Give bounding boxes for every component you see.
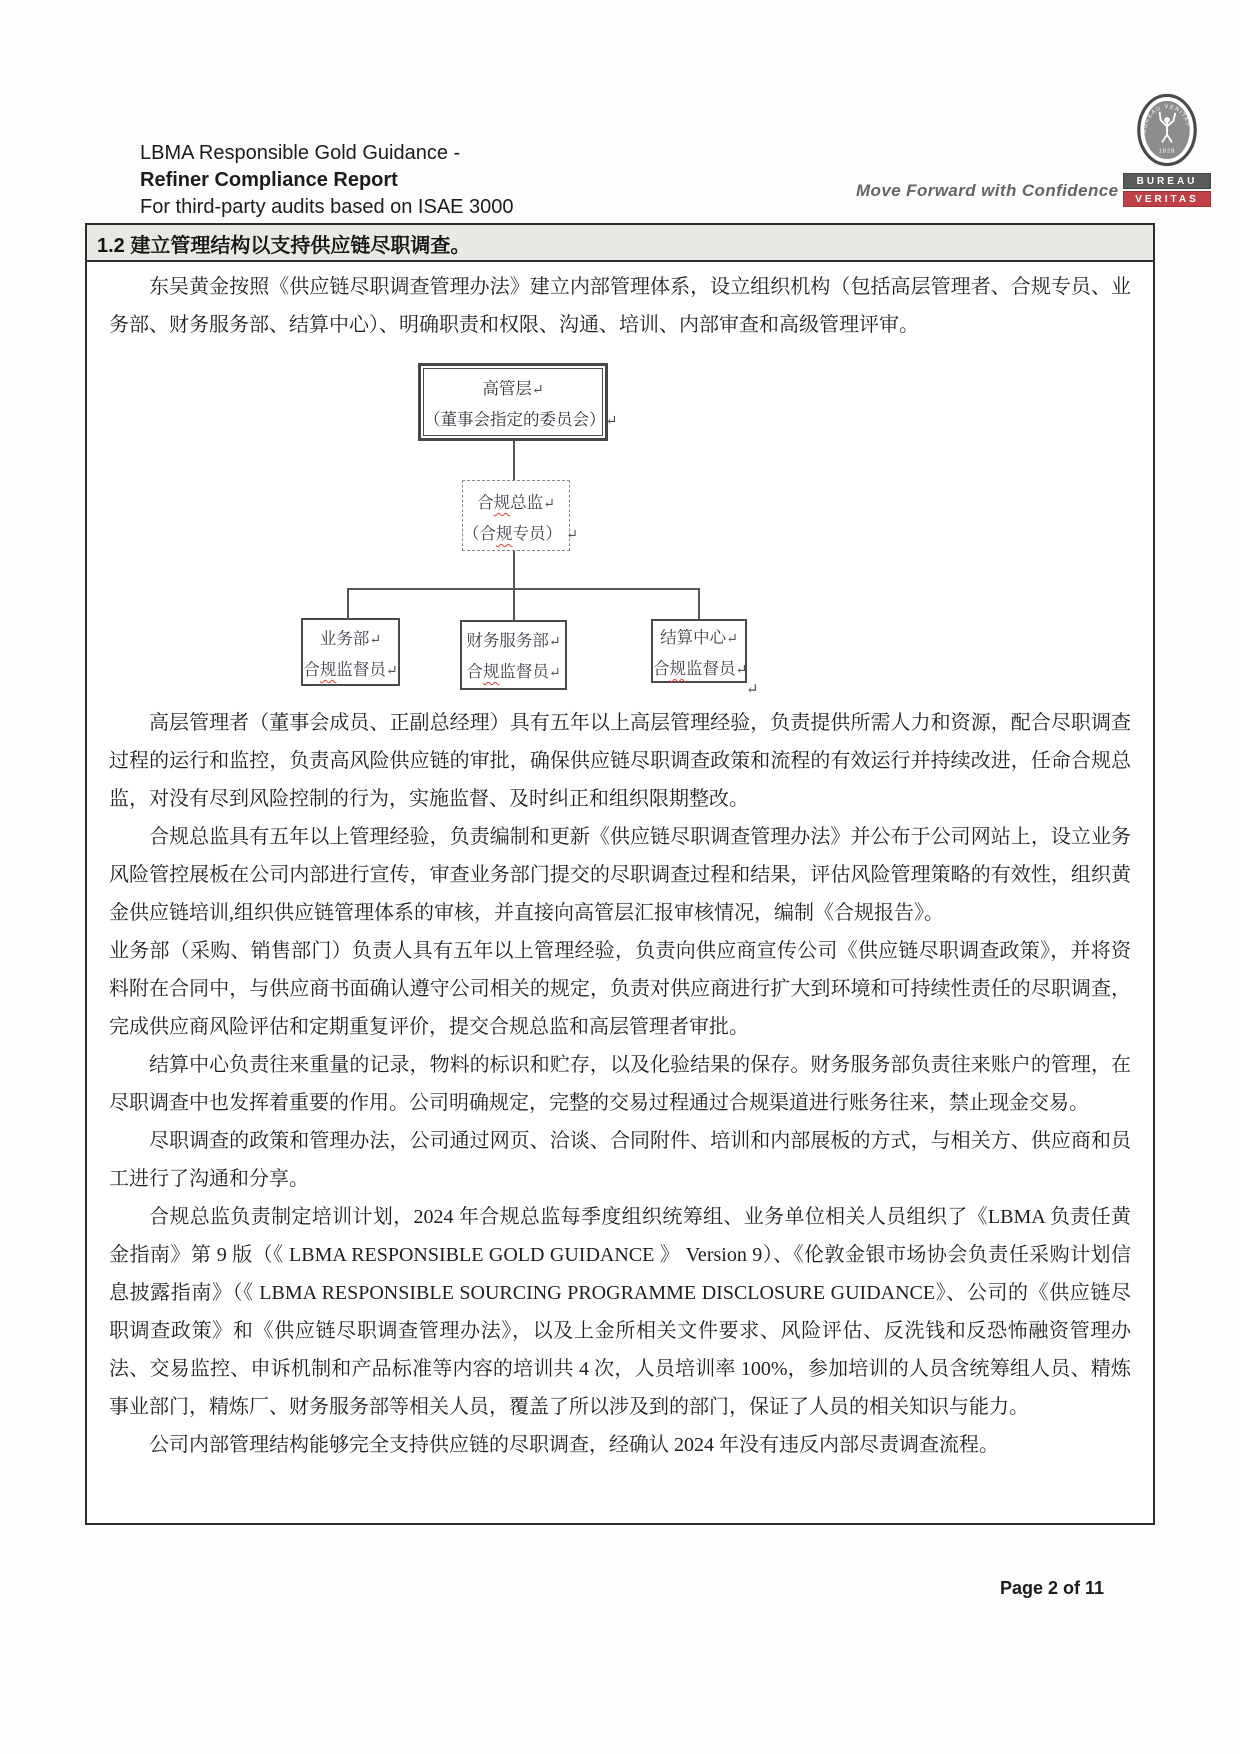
org-box-senior-line2: （董事会指定的委员会） xyxy=(424,410,606,429)
report-section-box xyxy=(85,223,1155,1525)
return-mark: ↵ xyxy=(605,414,618,429)
paragraph-business-dept: 业务部（采购、销售部门）负责人具有五年以上管理经验，负责向供应商宣传公司《供应链尽职调查政策》，并将资料附在合同中，与供应商书面确认遵守公司相关的规定，负责对供应商进行扩大到环境和可持续性责任的尽职调查，完成供应商风险评估和定期重复评价，提交合规总监和高层管理者审批。 xyxy=(109,940,1131,1038)
doc-title-line1: LBMA Responsible Gold Guidance - xyxy=(140,142,461,164)
org-box-compliance-director: 合规总监↵ （合规专员） ↵ xyxy=(462,480,570,551)
return-mark: ↵ xyxy=(543,497,555,512)
connector-branch-right xyxy=(698,588,700,619)
return-mark: ↵ xyxy=(548,635,561,650)
org-box-business-dept: 业务部↵ 合规监督员↵ xyxy=(301,618,400,686)
paragraph-senior-management: 高层管理者（董事会成员、正副总经理）具有五年以上高层管理经验，负责提供所需人力和资源，配合尽职调查过程的运行和监控，负责高风险供应链的审批，确保供应链尽职调查政策和流程的有效运行并持续改进，任命合规总监，对没有尽到风险控制的行为，实施监督、及时纠正和组织限期整改。 xyxy=(109,712,1131,810)
paragraph-conclusion: 公司内部管理结构能够完全支持供应链的尽职调查，经确认 2024 年没有违反内部尽责调查流程。 xyxy=(149,1434,999,1456)
dept-name: 财务服务部 xyxy=(466,631,549,650)
bureau-veritas-emblem-icon xyxy=(1137,92,1197,168)
connector-top-to-director xyxy=(513,436,515,480)
paragraph-policy-sharing: 尽职调查的政策和管理办法，公司通过网页、洽谈、合同附件、培训和内部展板的方式，与相关方、供应商和员工进行了沟通和分享。 xyxy=(109,1130,1131,1190)
emblem-year: 1828 xyxy=(1158,148,1176,155)
connector-branch-left xyxy=(347,588,349,620)
return-mark: ↵ xyxy=(746,682,759,698)
spellcheck-wavy: 规 xyxy=(482,662,500,681)
spellcheck-wavy: 规 xyxy=(493,493,511,512)
return-mark: ↵ xyxy=(726,632,738,647)
return-mark: ↵ xyxy=(548,666,561,681)
return-mark: ↵ xyxy=(369,633,382,648)
org-chart xyxy=(109,344,1131,704)
org-box-senior-line1: 高管层 xyxy=(482,379,532,398)
section-content xyxy=(87,262,1153,1464)
paragraph-training: 合规总监负责制定培训计划，2024 年合规总监每季度组织统筹组、业务单位相关人员组织了《LBMA 负责任黄金指南》第 9 版（《 LBMA RESPONSIBLE GOLD GUIDANCE 》 Version 9）、《伦敦金银市场协会负责任采购计划信息披露指南》（《 LBMA RESPONSIBLE SOURCING PROGRAMME DISCLOSURE GUIDANCE》、公司的《供应链尽职调查政策》和《供应链尽职调查管理办法》，以及上金所相关文件要求、风险评估、反洗钱和反恐怖融资管理办法、交易监控、申诉机制和产品标准等内容的培训共 4 次，人员培训率 100%，参加培训的人员含统筹组人员、精炼事业部门，精炼厂、财务服务部等相关人员，覆盖了所以涉及到的部门，保证了人员的相关知识与能力。 xyxy=(109,1206,1131,1418)
dept-name: 结算中心 xyxy=(660,628,727,647)
bureau-veritas-logo xyxy=(1123,92,1211,207)
brand-tagline: Move Forward with Confidence xyxy=(856,181,1119,200)
section-heading: 1.2 建立管理结构以支持供应链尽职调查。 xyxy=(87,225,1153,262)
org-box-senior-management xyxy=(423,368,618,436)
logo-bureau-bar: BUREAU xyxy=(1123,173,1211,189)
connector-branch-horizontal xyxy=(347,588,700,590)
paragraph-compliance-director: 合规总监具有五年以上管理经验，负责编制和更新《供应链尽职调查管理办法》并公布于公司网站上，设立业务风险管控展板在公司内部进行宣传，审查业务部门提交的尽职调查过程和结果，评估风险管理策略的有效性，组织黄金供应链培训,组织供应链管理体系的审核，并直接向高管层汇报审核情况，编制《合规报告》。 xyxy=(109,826,1131,924)
director-line1: 合 xyxy=(477,493,494,512)
spellcheck-wavy: 规 xyxy=(496,524,513,543)
dept-name: 业务部 xyxy=(319,629,370,648)
return-mark: ↵ xyxy=(531,383,544,398)
return-mark: ↵ xyxy=(385,664,398,679)
spellcheck-wavy: 规 xyxy=(319,660,337,679)
return-mark: ↵ xyxy=(566,528,578,543)
return-mark: ↵ xyxy=(735,663,748,678)
doc-title-line3: For third-party audits based on ISAE 3000 xyxy=(140,196,514,218)
document-header xyxy=(140,140,514,221)
paragraph-intro: 东吴黄金按照《供应链尽职调查管理办法》建立内部管理体系，设立组织机构（包括高层管理者、合规专员、业务部、财务服务部、结算中心）、明确职责和权限、沟通、培训、内部审查和高级管理评审。 xyxy=(109,276,1131,336)
paragraph-settlement-finance: 结算中心负责往来重量的记录，物料的标识和贮存，以及化验结果的保存。财务服务部负责往来账户的管理，在尽职调查中也发挥着重要的作用。公司明确规定，完整的交易过程通过合规渠道进行账务往来，禁止现金交易。 xyxy=(109,1054,1131,1114)
spellcheck-wavy: 规 xyxy=(669,659,686,678)
connector-director-to-branch xyxy=(513,551,515,621)
org-box-settlement-center: 结算中心↵ 合规监督员↵ xyxy=(651,619,747,683)
director-line2: （合 xyxy=(463,524,496,543)
doc-title-line2: Refiner Compliance Report xyxy=(140,169,398,191)
org-box-finance-services-dept: 财务服务部↵ 合规监督员↵ xyxy=(460,620,567,690)
page-number: Page 2 of 11 xyxy=(1000,1578,1105,1598)
logo-veritas-bar: VERITAS xyxy=(1123,191,1211,207)
emblem-ring-text: BUREAU VERITAS xyxy=(1141,104,1192,134)
